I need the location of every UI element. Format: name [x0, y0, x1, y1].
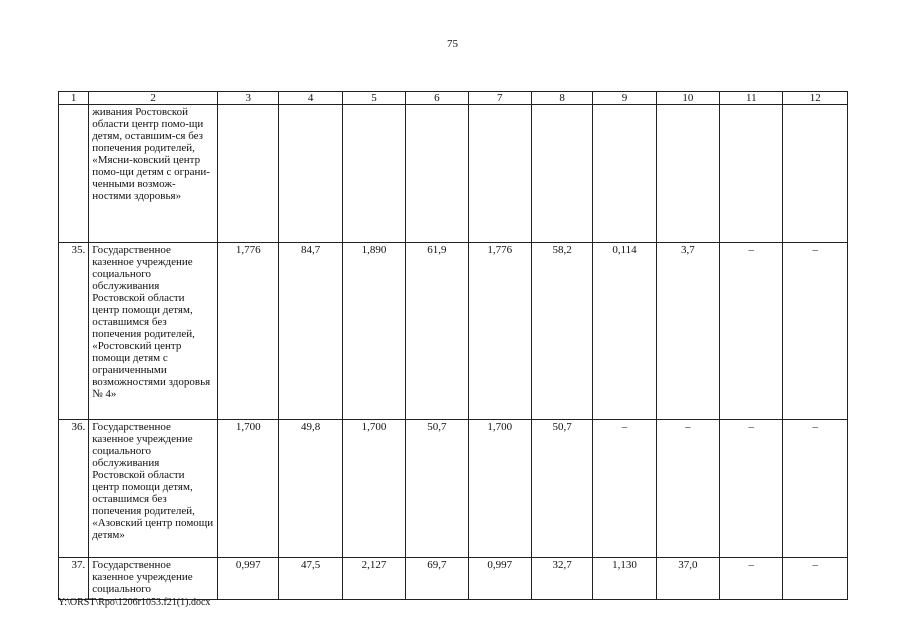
cell-value: 47,5 [279, 558, 342, 600]
cell-value [593, 105, 656, 243]
cell-value: 50,7 [531, 420, 592, 558]
data-table [58, 91, 848, 600]
cell-value: 37,0 [656, 558, 719, 600]
cell-value: 61,9 [406, 243, 468, 420]
row-number: 37. [59, 558, 89, 600]
cell-value [406, 105, 468, 243]
cell-value: 1,700 [218, 420, 279, 558]
cell-value: – [720, 420, 783, 558]
cell-value: 1,776 [468, 243, 531, 420]
page-number: 75 [447, 38, 458, 50]
cell-value [531, 105, 592, 243]
file-path-footer: Y:\ORST\Rpo\1206r1053.f21(1).docx [58, 597, 211, 608]
cell-value: 69,7 [406, 558, 468, 600]
cell-value: 50,7 [406, 420, 468, 558]
column-header: 1 [59, 92, 89, 105]
cell-value: – [783, 420, 848, 558]
column-header: 4 [279, 92, 342, 105]
cell-value: 0,114 [593, 243, 656, 420]
cell-value: 58,2 [531, 243, 592, 420]
cell-value: 1,776 [218, 243, 279, 420]
table-row [59, 420, 848, 558]
cell-value: 3,7 [656, 243, 719, 420]
institution-name: живания Ростовской области центр помо-щи детям, оставшим-ся без попечения родителей, «Мясни-ковский центр помо-щи детям с ограни-ченными возмож-ностями здоровья» [89, 105, 218, 243]
institution-name: Государственное казенное учреждение социального обслуживания Ростовской области центр помощи детям, оставшимся без попечения родителей, «Азовский центр помощи детям» [89, 420, 218, 558]
column-header: 12 [783, 92, 848, 105]
cell-value: 1,700 [342, 420, 405, 558]
cell-value: – [783, 558, 848, 600]
cell-value: – [783, 243, 848, 420]
cell-value: 0,997 [218, 558, 279, 600]
cell-value: 1,130 [593, 558, 656, 600]
column-header: 2 [89, 92, 218, 105]
column-header: 10 [656, 92, 719, 105]
cell-value [783, 105, 848, 243]
cell-value: – [720, 558, 783, 600]
cell-value: 84,7 [279, 243, 342, 420]
table-row [59, 558, 848, 600]
cell-value: 49,8 [279, 420, 342, 558]
cell-value [218, 105, 279, 243]
cell-value: 1,890 [342, 243, 405, 420]
table-row [59, 243, 848, 420]
cell-value [468, 105, 531, 243]
column-header: 8 [531, 92, 592, 105]
column-header: 5 [342, 92, 405, 105]
column-header: 11 [720, 92, 783, 105]
cell-value: 2,127 [342, 558, 405, 600]
cell-value: – [656, 420, 719, 558]
header-row [59, 92, 848, 105]
table-row [59, 105, 848, 243]
column-header: 7 [468, 92, 531, 105]
cell-value [720, 105, 783, 243]
cell-value: – [593, 420, 656, 558]
cell-value: – [720, 243, 783, 420]
cell-value [279, 105, 342, 243]
column-header: 9 [593, 92, 656, 105]
cell-value [342, 105, 405, 243]
row-number: 36. [59, 420, 89, 558]
cell-value: 32,7 [531, 558, 592, 600]
cell-value [656, 105, 719, 243]
cell-value: 1,700 [468, 420, 531, 558]
row-number [59, 105, 89, 243]
institution-name: Государственное казенное учреждение социального обслуживания Ростовской области центр помощи детям, оставшимся без попечения родителей, «Ростовский центр помощи детям с ограниченными возможностями здоровья № 4» [89, 243, 218, 420]
institution-name: Государственное казенное учреждение социального [89, 558, 218, 600]
column-header: 3 [218, 92, 279, 105]
cell-value: 0,997 [468, 558, 531, 600]
row-number: 35. [59, 243, 89, 420]
column-header: 6 [406, 92, 468, 105]
